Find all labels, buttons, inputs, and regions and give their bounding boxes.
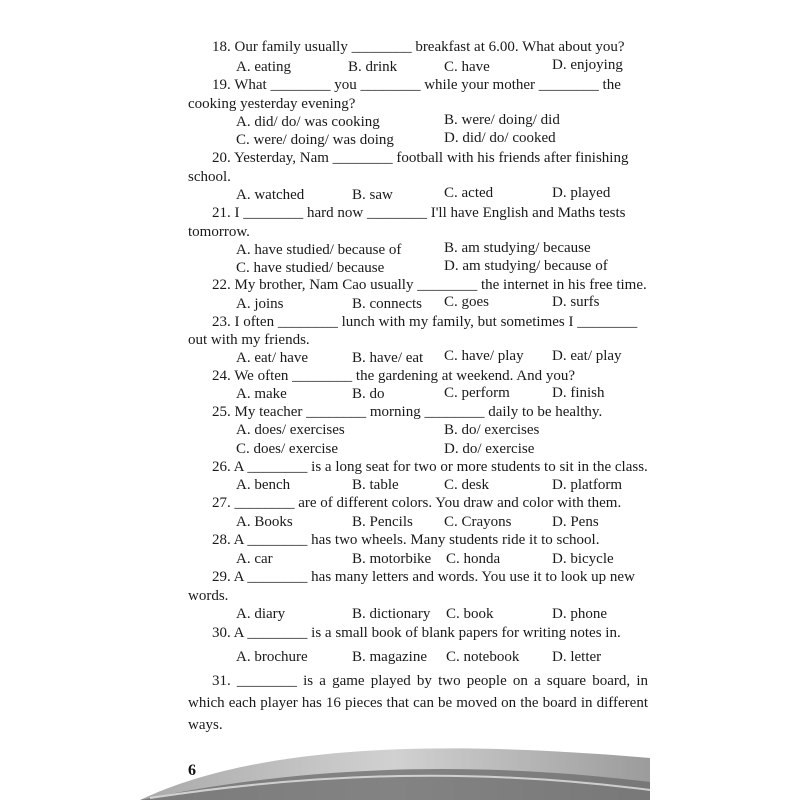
question-30-stem: 30. A ________ is a small book of blank papers for writing notes in. xyxy=(212,625,621,641)
q30-option-d: D. letter xyxy=(552,649,602,665)
q23-option-d: D. eat/ play xyxy=(552,348,622,364)
q24-option-a: A. make xyxy=(236,386,287,402)
q27-option-d: D. Pens xyxy=(552,514,599,530)
question-24-stem: 24. We often ________ the gardening at weekend. And you? xyxy=(212,368,576,384)
question-21-stem-cont: tomorrow. xyxy=(188,224,250,240)
question-20-stem-cont: school. xyxy=(188,169,231,185)
question-23-stem-cont: out with my friends. xyxy=(188,332,310,348)
q29-option-a: A. diary xyxy=(236,606,286,622)
q29-option-d: D. phone xyxy=(552,606,607,622)
question-29-stem-cont: words. xyxy=(188,588,229,604)
q20-option-b: B. saw xyxy=(352,187,393,203)
q18-option-a: A. eating xyxy=(236,59,291,75)
q19-option-a: A. did/ do/ was cooking xyxy=(236,114,380,130)
q24-option-d: D. finish xyxy=(552,385,605,401)
question-31-stem: 31. ________ is a game played by two people on a square board, in which each player has 16 pieces that can be moved on the board in different ways. xyxy=(188,673,648,733)
q25-option-a: A. does/ exercises xyxy=(236,422,345,438)
q28-option-a: A. car xyxy=(236,551,273,567)
q20-option-a: A. watched xyxy=(236,187,305,203)
q26-option-a: A. bench xyxy=(236,477,291,493)
q19-option-b: B. were/ doing/ did xyxy=(444,112,560,128)
question-20-stem: 20. Yesterday, Nam ________ football with his friends after finishing xyxy=(212,150,629,166)
q25-option-c: C. does/ exercise xyxy=(236,441,339,457)
question-28-stem: 28. A ________ has two wheels. Many students ride it to school. xyxy=(212,532,600,548)
q22-option-c: C. goes xyxy=(444,294,489,310)
q21-option-d: D. am studying/ because of xyxy=(444,258,608,274)
q26-option-b: B. table xyxy=(352,477,399,493)
question-21-stem: 21. I ________ hard now ________ I'll have English and Maths tests xyxy=(212,205,626,221)
page-number: 6 xyxy=(188,762,196,779)
q23-option-b: B. have/ eat xyxy=(352,350,424,366)
q18-option-d: D. enjoying xyxy=(552,57,623,73)
q23-option-a: A. eat/ have xyxy=(236,350,309,366)
q21-option-b: B. am studying/ because xyxy=(444,240,591,256)
q23-option-c: C. have/ play xyxy=(444,348,524,364)
q27-option-c: C. Crayons xyxy=(444,514,512,530)
footer-decoration xyxy=(0,738,800,800)
q19-option-c: C. were/ doing/ was doing xyxy=(236,132,394,148)
q26-option-c: C. desk xyxy=(444,477,489,493)
q25-option-d: D. do/ exercise xyxy=(444,441,535,457)
q26-option-d: D. platform xyxy=(552,477,622,493)
q21-option-a: A. have studied/ because of xyxy=(236,242,402,258)
question-18-stem: 18. Our family usually ________ breakfast at 6.00. What about you? xyxy=(212,39,625,55)
question-27-stem: 27. ________ are of different colors. You draw and color with them. xyxy=(212,495,622,511)
q18-option-b: B. drink xyxy=(348,59,398,75)
q28-option-b: B. motorbike xyxy=(352,551,432,567)
q27-option-a: A. Books xyxy=(236,514,293,530)
question-22-stem: 22. My brother, Nam Cao usually ________ the internet in his free time. xyxy=(212,277,647,293)
question-29-stem: 29. A ________ has many letters and words. You use it to look up new xyxy=(212,569,635,585)
question-23-stem: 23. I often ________ lunch with my family, but sometimes I ________ xyxy=(212,314,638,330)
q30-option-b: B. magazine xyxy=(352,649,427,665)
question-19-stem: 19. What ________ you ________ while your mother ________ the xyxy=(212,77,621,93)
q24-option-c: C. perform xyxy=(444,385,510,401)
q21-option-c: C. have studied/ because xyxy=(236,260,385,276)
q29-option-c: C. book xyxy=(446,606,494,622)
q29-option-b: B. dictionary xyxy=(352,606,431,622)
q20-option-d: D. played xyxy=(552,185,611,201)
q28-option-c: C. honda xyxy=(446,551,501,567)
q22-option-a: A. joins xyxy=(236,296,284,312)
q25-option-b: B. do/ exercises xyxy=(444,422,540,438)
q24-option-b: B. do xyxy=(352,386,385,402)
question-19-stem-cont: cooking yesterday evening? xyxy=(188,96,356,112)
question-25-stem: 25. My teacher ________ morning ________ daily to be healthy. xyxy=(212,404,603,420)
q18-option-c: C. have xyxy=(444,59,490,75)
q19-option-d: D. did/ do/ cooked xyxy=(444,130,556,146)
q27-option-b: B. Pencils xyxy=(352,514,413,530)
q30-option-a: A. brochure xyxy=(236,649,308,665)
question-26-stem: 26. A ________ is a long seat for two or more students to sit in the class. xyxy=(212,459,648,475)
q28-option-d: D. bicycle xyxy=(552,551,614,567)
q20-option-c: C. acted xyxy=(444,185,494,201)
q30-option-c: C. notebook xyxy=(446,649,520,665)
q22-option-d: D. surfs xyxy=(552,294,600,310)
q22-option-b: B. connects xyxy=(352,296,422,312)
